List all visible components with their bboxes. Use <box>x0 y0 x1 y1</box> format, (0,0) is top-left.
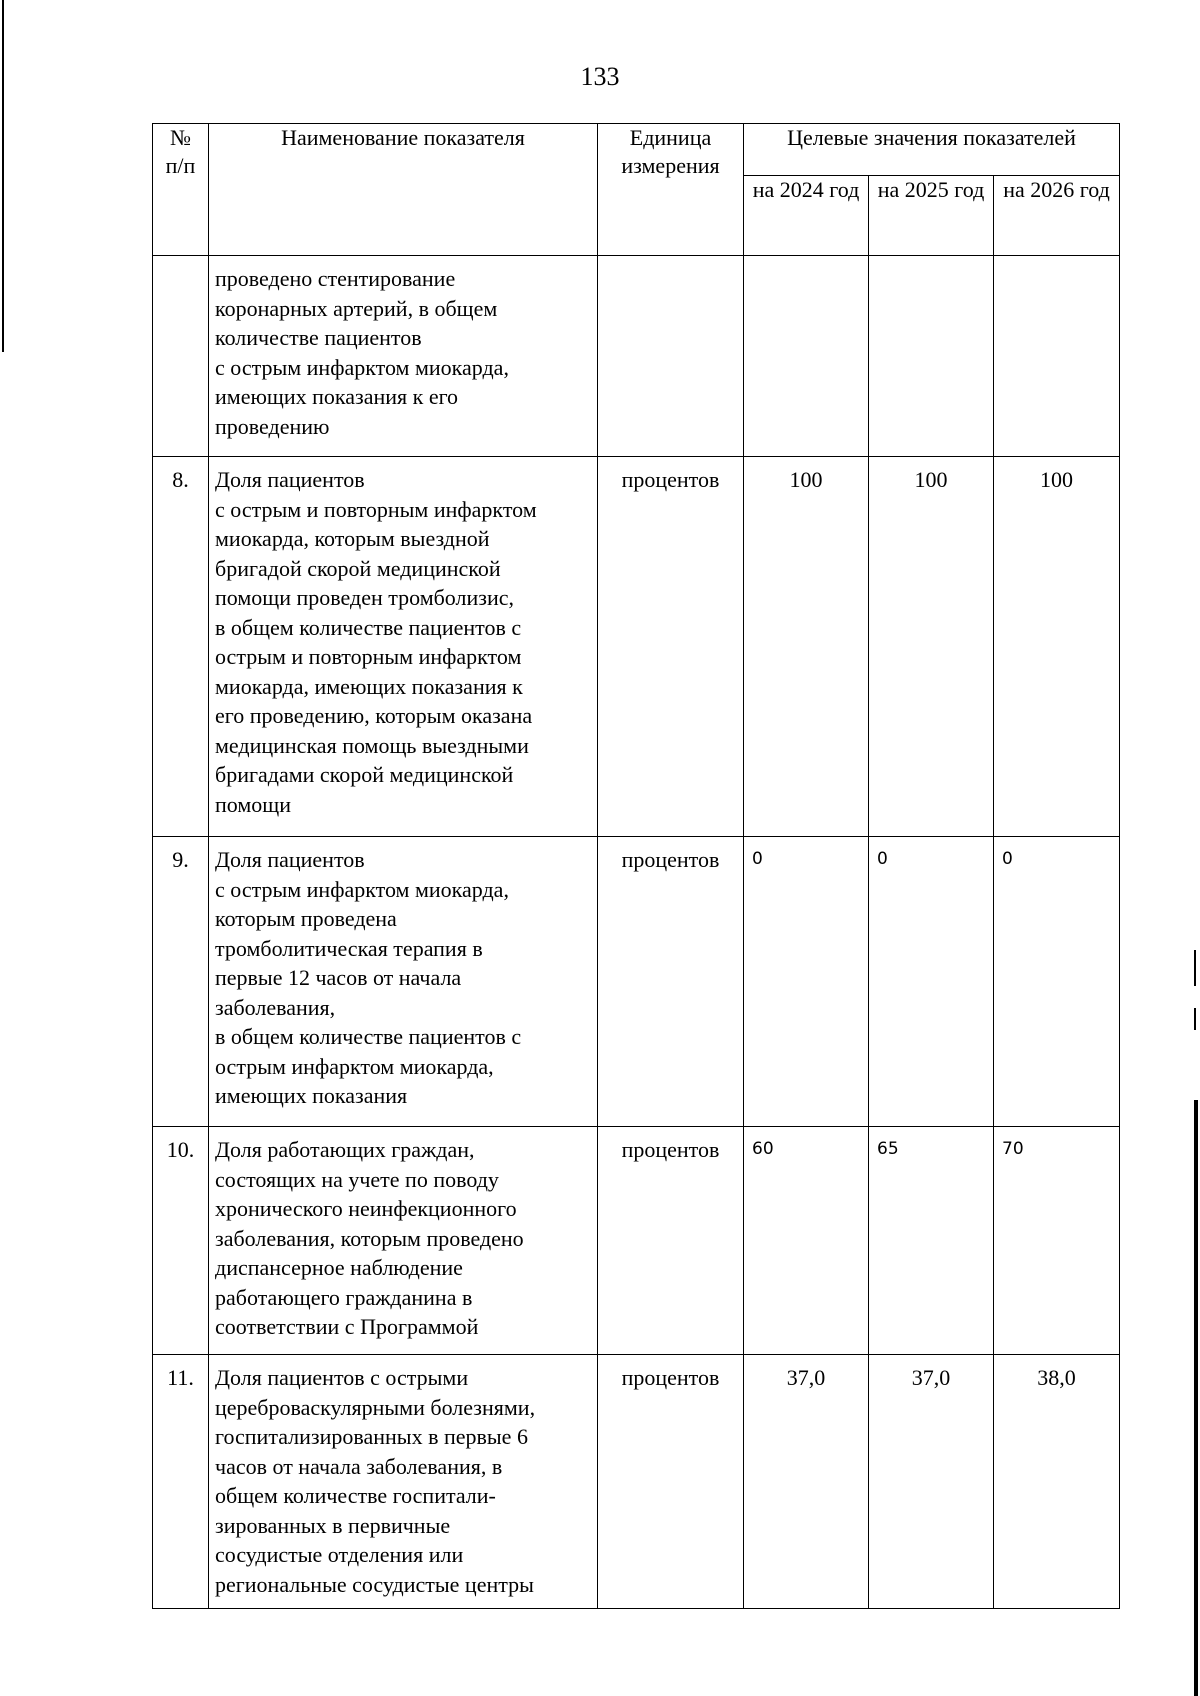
unit: процентов <box>598 457 744 837</box>
value-2024: 37,0 <box>744 1355 869 1609</box>
value-2025: 100 <box>869 457 994 837</box>
table-row <box>153 1127 1120 1355</box>
scan-margin-line-right <box>1194 1100 1198 1696</box>
value-2024 <box>744 256 869 457</box>
unit: процентов <box>598 1355 744 1609</box>
row-number: 9. <box>153 837 209 1127</box>
table-row <box>153 256 1120 457</box>
row-number <box>153 256 209 457</box>
value-2026: 100 <box>994 457 1120 837</box>
value-2024: 60 <box>744 1127 869 1355</box>
value-2025: 65 <box>869 1127 994 1355</box>
page-number: 133 <box>580 62 620 91</box>
indicator-name: Доля работающих граждан, состоящих на учете по поводу хронического неинфекционного заболевания, которым проведено диспансерное наблюдение работающего гражданина в соответствии с Программой <box>209 1127 598 1355</box>
indicator-name: Доля пациентов с острыми цереброваскулярными болезнями, госпитализированных в первые 6 часов от начала заболевания, в общем количестве госпитали- зированных в первичные сосудистые отделения или региональные сосудистые центры <box>209 1355 598 1609</box>
value-2024: 100 <box>744 457 869 837</box>
indicator-name: Доля пациентов с острым инфарктом миокарда, которым проведена тромболитическая терапия в первые 12 часов от начала заболевания, в общем количестве пациентов с острым инфарктом миокарда, имеющих показания <box>209 837 598 1127</box>
scan-margin-mark <box>1194 1008 1196 1030</box>
value-2024: 0 <box>744 837 869 1127</box>
value-2025: 37,0 <box>869 1355 994 1609</box>
unit: процентов <box>598 1127 744 1355</box>
unit: процентов <box>598 837 744 1127</box>
table-row <box>153 1355 1120 1609</box>
indicator-name: проведено стентирование коронарных артерий, в общем количестве пациентов с острым инфарктом миокарда, имеющих показания к его проведению <box>209 256 598 457</box>
header-num: № п/п <box>153 124 209 256</box>
scan-margin-line-left <box>2 0 4 352</box>
unit <box>598 256 744 457</box>
table-row <box>153 837 1120 1127</box>
header-year-2025: на 2025 год <box>869 176 994 256</box>
header-year-2026: на 2026 год <box>994 176 1120 256</box>
table-row <box>153 457 1120 837</box>
value-2025: 0 <box>869 837 994 1127</box>
value-2026: 70 <box>994 1127 1120 1355</box>
header-unit: Единица измерения <box>598 124 744 256</box>
value-2026 <box>994 256 1120 457</box>
header-year-2024: на 2024 год <box>744 176 869 256</box>
row-number: 10. <box>153 1127 209 1355</box>
header-targets-group: Целевые значения показателей <box>744 124 1120 176</box>
value-2026: 38,0 <box>994 1355 1120 1609</box>
row-number: 8. <box>153 457 209 837</box>
value-2025 <box>869 256 994 457</box>
indicator-name: Доля пациентов с острым и повторным инфарктом миокарда, которым выездной бригадой скорой медицинской помощи проведен тромболизис, в общем количестве пациентов с острым и повторным инфарктом миокарда, имеющих показания к его проведению, которым оказана медицинская помощь выездными бригадами скорой медицинской помощи <box>209 457 598 837</box>
indicators-table <box>152 123 1120 1609</box>
header-name: Наименование показателя <box>209 124 598 256</box>
scan-margin-mark <box>1194 950 1196 986</box>
value-2026: 0 <box>994 837 1120 1127</box>
row-number: 11. <box>153 1355 209 1609</box>
